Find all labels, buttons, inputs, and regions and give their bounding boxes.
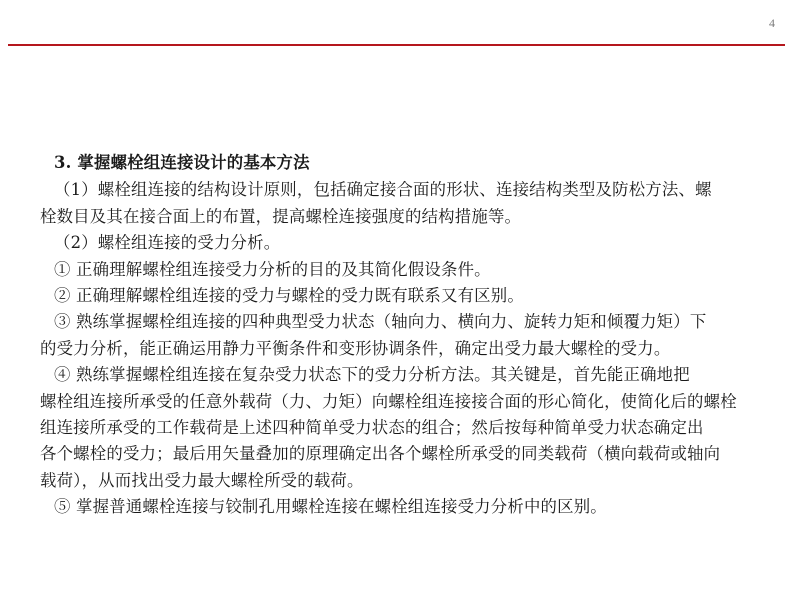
- paragraph-line: 组连接所承受的工作载荷是上述四种简单受力状态的组合；然后按每种简单受力状态确定出: [40, 418, 704, 438]
- paragraph-line: 栓数目及其在接合面上的布置，提高螺栓连接强度的结构措施等。: [40, 206, 522, 226]
- section-body: [40, 150, 775, 521]
- paragraph-6: [40, 362, 775, 494]
- header-divider: [8, 44, 785, 46]
- paragraph-line: ① 正确理解螺栓组连接受力分析的目的及其简化假设条件。: [54, 259, 491, 279]
- paragraph-line: （1）螺栓组连接的结构设计原则，包括确定接合面的形状、连接结构类型及防松方法、螺: [54, 180, 712, 200]
- paragraph-line: 的受力分析，能正确运用静力平衡条件和变形协调条件，确定出受力最大螺栓的受力。: [40, 338, 671, 358]
- paragraph-line: ④ 熟练掌握螺栓组连接在复杂受力状态下的受力分析方法。其关键是，首先能正确地把: [54, 365, 690, 385]
- paragraph-line: ② 正确理解螺栓组连接的受力与螺栓的受力既有联系又有区别。: [54, 286, 524, 306]
- paragraph-2: [40, 230, 775, 256]
- paragraph-3: [40, 257, 775, 283]
- paragraph-line: 各个螺栓的受力；最后用矢量叠加的原理确定出各个螺栓所承受的同类载荷（横向载荷或轴向: [40, 444, 721, 464]
- paragraph-line: ③ 熟练掌握螺栓组连接的四种典型受力状态（轴向力、横向力、旋转力矩和倾覆力矩）下: [54, 312, 707, 332]
- paragraph-line: 螺栓组连接所承受的任意外载荷（力、力矩）向螺栓组连接接合面的形心简化，使简化后的螺栓: [40, 391, 737, 411]
- page-number: 4: [769, 16, 775, 30]
- paragraph-5: [40, 309, 775, 362]
- section-heading: 3. 掌握螺栓组连接设计的基本方法: [54, 153, 310, 172]
- paragraph-line: （2）螺栓组连接的受力分析。: [54, 233, 281, 253]
- paragraph-1: [40, 177, 775, 230]
- paragraph-line: ⑤ 掌握普通螺栓连接与铰制孔用螺栓连接在螺栓组连接受力分析中的区别。: [54, 497, 607, 517]
- paragraph-7: [40, 494, 775, 520]
- paragraph-4: [40, 283, 775, 309]
- paragraph-line: 载荷），从而找出受力最大螺栓所受的载荷。: [40, 470, 364, 490]
